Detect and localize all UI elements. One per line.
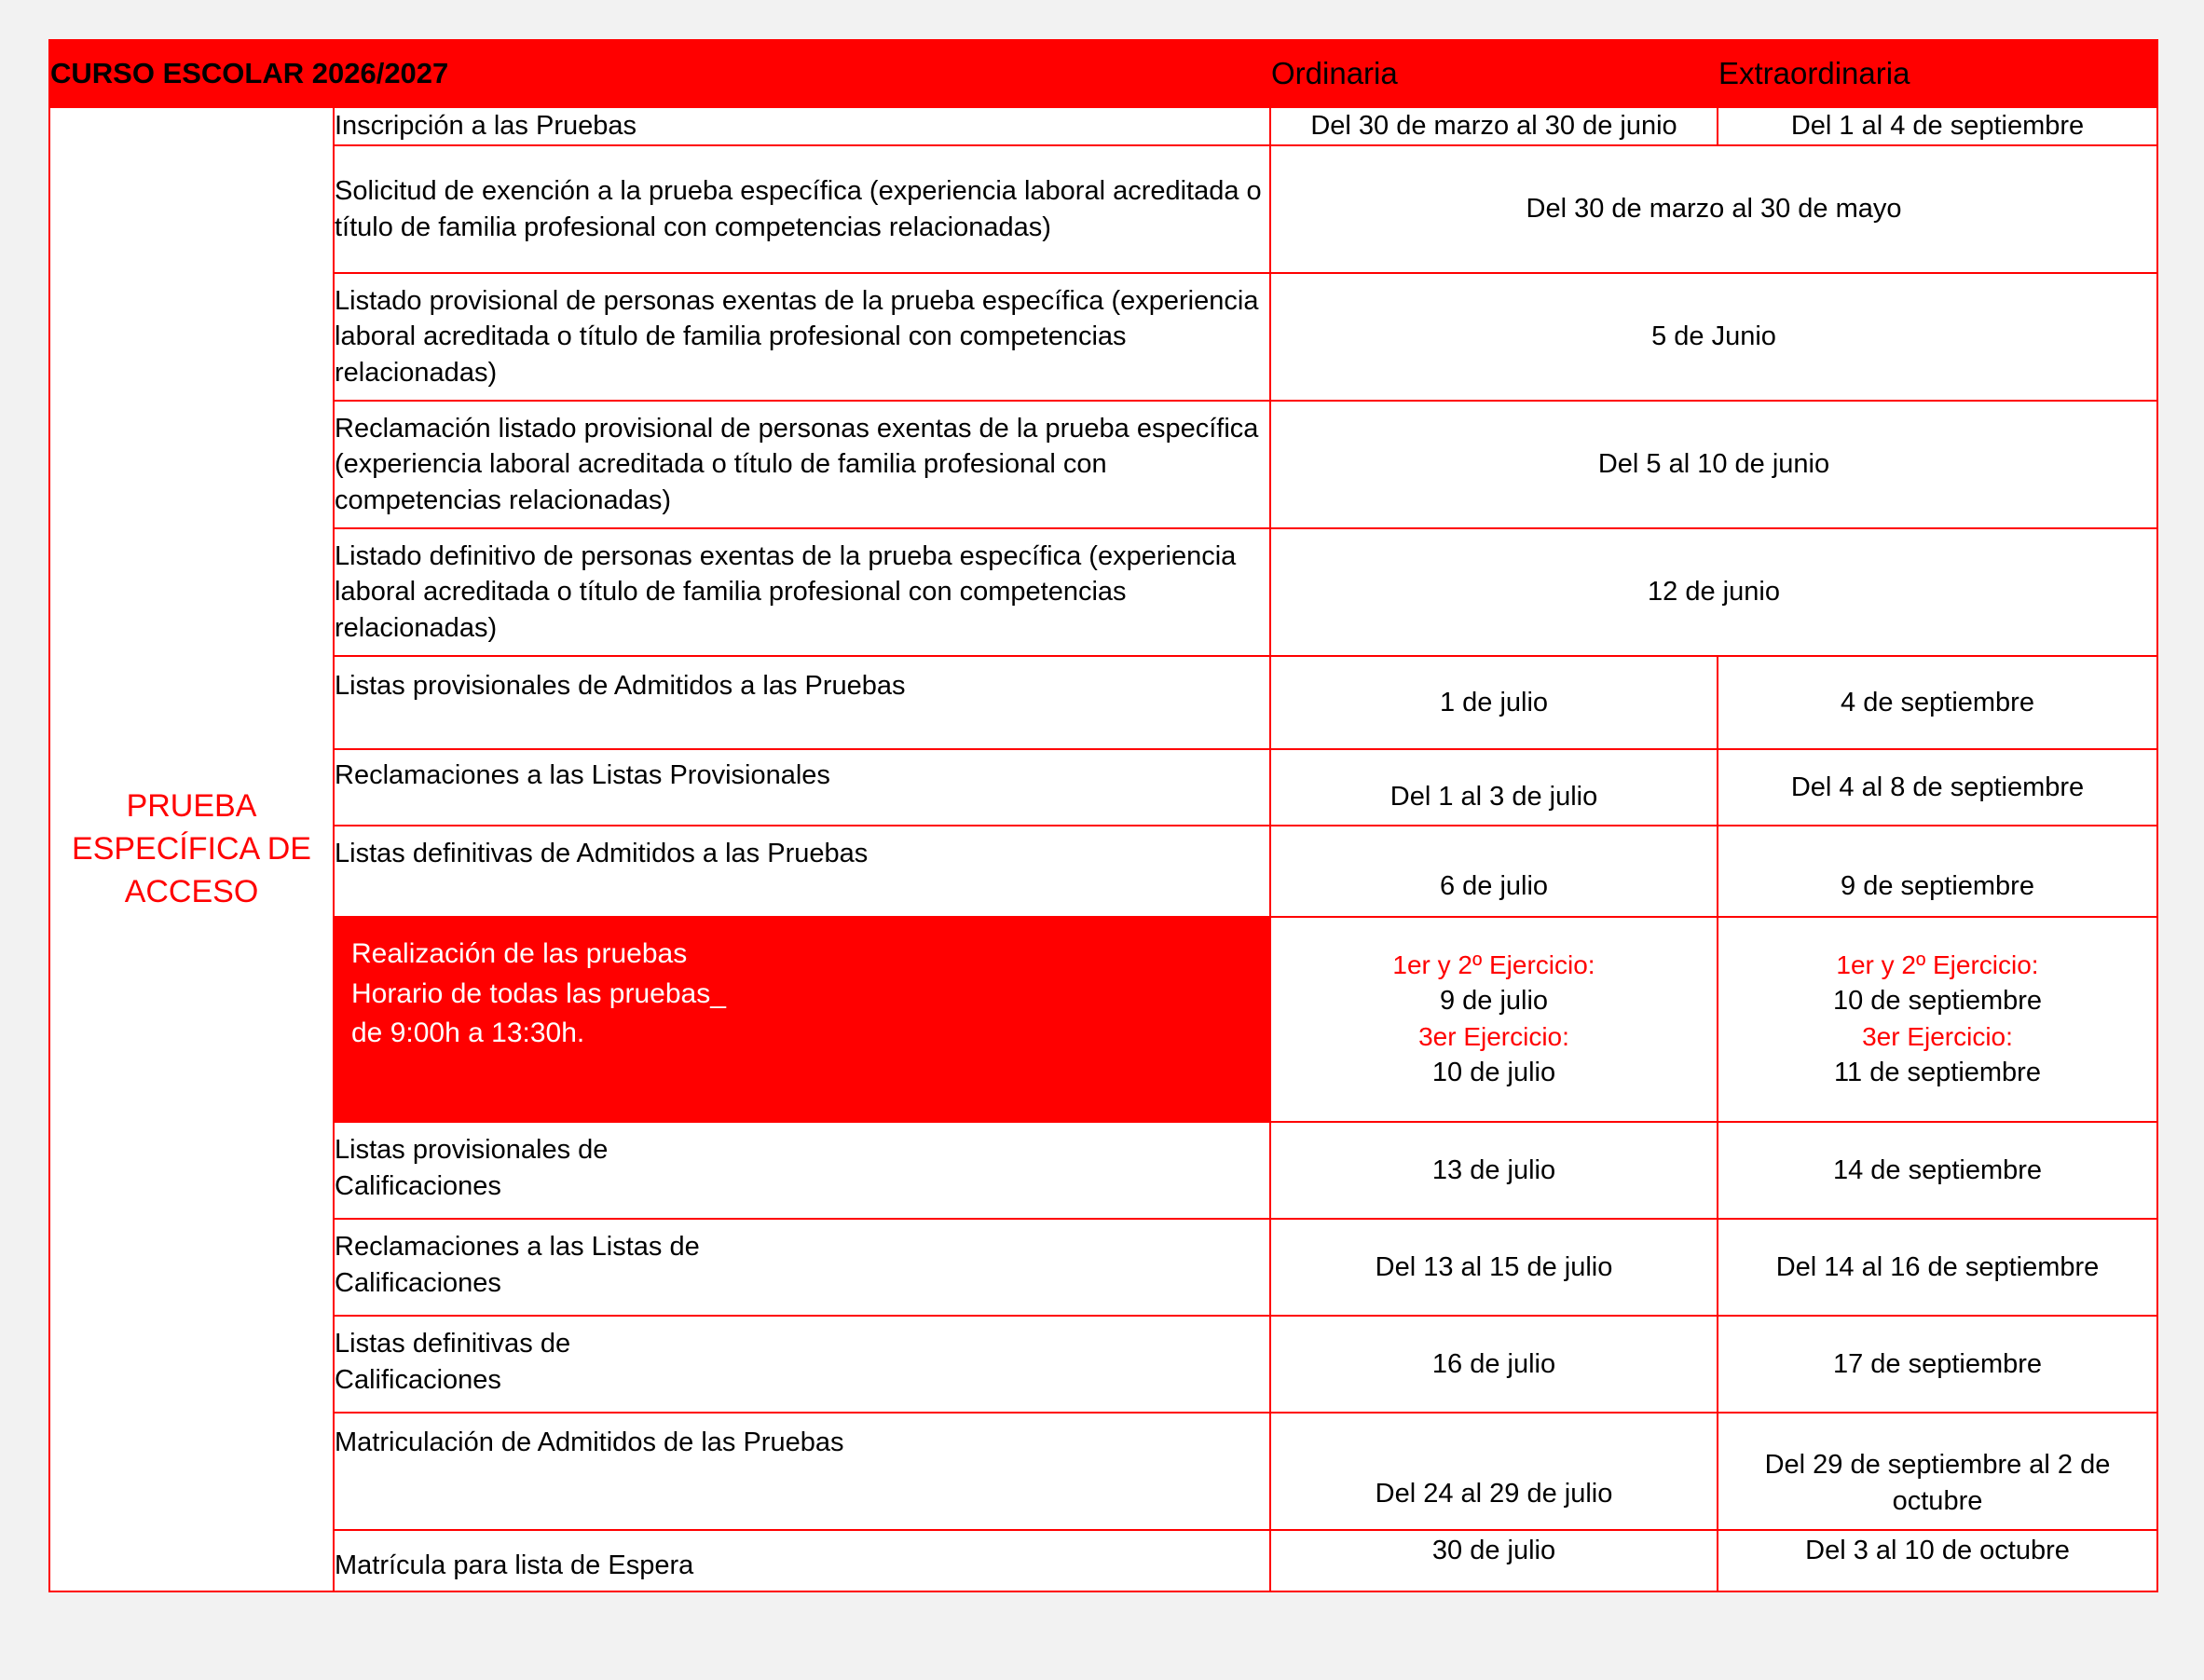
row-ordinaria-date: 1 de julio: [1270, 656, 1718, 749]
row-description: Listas provisionales de Admitidos a las Pruebas: [334, 656, 1270, 749]
row-extraordinaria-date: 4 de septiembre: [1718, 656, 2157, 749]
row-description-line: Calificaciones: [335, 1267, 501, 1298]
row-description: Listado provisional de personas exentas de la prueba específica (experiencia laboral acreditada o título de familia profesional con competencias relacionadas): [334, 273, 1270, 401]
row-merged-date: Del 5 al 10 de junio: [1270, 401, 2157, 528]
table-row: [49, 1122, 2157, 1219]
row-description: Reclamaciones a las Listas Provisionales: [334, 749, 1270, 826]
table-row: [49, 1219, 2157, 1316]
table-row: [49, 826, 2157, 917]
row-description: [334, 1122, 1270, 1219]
table-row: [49, 273, 2157, 401]
row-ordinaria-date-exercises: [1270, 917, 1718, 1122]
row-description: [334, 1219, 1270, 1316]
table-row: [49, 656, 2157, 749]
row-extraordinaria-date: Del 1 al 4 de septiembre: [1718, 107, 2157, 145]
side-label-text: PRUEBA ESPECÍFICA DE ACCESO: [72, 787, 311, 909]
row-description: Matriculación de Admitidos de las Pruebas: [334, 1413, 1270, 1530]
row-description: Reclamación listado provisional de personas exentas de la prueba específica (experiencia laboral acreditada o título de familia profesional con competencias relacionadas): [334, 401, 1270, 528]
table-row: [49, 1316, 2157, 1413]
table-row: [49, 1530, 2157, 1591]
row-description-line: Listas definitivas de: [335, 1329, 571, 1359]
table-row: [49, 145, 2157, 273]
exercise-label-1: 1er y 2º Ejercicio:: [1392, 950, 1595, 980]
row-description: Inscripción a las Pruebas: [334, 107, 1270, 145]
row-description: Listas definitivas de Admitidos a las Pruebas: [334, 826, 1270, 917]
side-label-prueba-especifica: [49, 107, 334, 1591]
table-row: [49, 401, 2157, 528]
table-row-highlighted: [49, 917, 2157, 1122]
row-extraordinaria-date: 17 de septiembre: [1718, 1316, 2157, 1413]
row-extraordinaria-date: Del 14 al 16 de septiembre: [1718, 1219, 2157, 1316]
exercise-label-1: 1er y 2º Ejercicio:: [1836, 950, 2039, 980]
row-extraordinaria-date: Del 4 al 8 de septiembre: [1718, 749, 2157, 826]
row-ordinaria-date: Del 30 de marzo al 30 de junio: [1270, 107, 1718, 145]
exercise-date-1: 9 de julio: [1439, 986, 1549, 1016]
row-merged-date: 12 de junio: [1270, 528, 2157, 656]
row-merged-date: 5 de Junio: [1270, 273, 2157, 401]
row-ordinaria-date: Del 1 al 3 de julio: [1270, 749, 1718, 826]
row-description: [334, 1316, 1270, 1413]
row-description: Listado definitivo de personas exentas de la prueba específica (experiencia laboral acreditada o título de familia profesional con competencias relacionadas): [334, 528, 1270, 656]
exercise-date-2: 10 de julio: [1431, 1057, 1556, 1087]
row-description-line: Horario de todas las pruebas_: [351, 977, 726, 1009]
row-ordinaria-date: Del 13 al 15 de julio: [1270, 1219, 1718, 1316]
row-description-line: Calificaciones: [335, 1364, 501, 1395]
table-header-row: [49, 40, 2157, 107]
row-extraordinaria-date: 9 de septiembre: [1718, 826, 2157, 917]
table-row: [49, 1413, 2157, 1530]
header-course-title: CURSO ESCOLAR 2026/2027: [49, 40, 1270, 107]
row-extraordinaria-date: 14 de septiembre: [1718, 1122, 2157, 1219]
exercise-label-2: 3er Ejercicio:: [1862, 1022, 2013, 1052]
table-row: [49, 749, 2157, 826]
row-merged-date: Del 30 de marzo al 30 de mayo: [1270, 145, 2157, 273]
exercise-date-1: 10 de septiembre: [1832, 986, 2043, 1016]
row-description-line: Listas provisionales de: [335, 1135, 609, 1166]
exercise-date-2: 11 de septiembre: [1834, 1057, 2041, 1087]
exercise-label-2: 3er Ejercicio:: [1418, 1022, 1569, 1052]
header-ordinaria: Ordinaria: [1270, 40, 1718, 107]
row-extraordinaria-date: Del 3 al 10 de octubre: [1718, 1530, 2157, 1591]
row-description: Matrícula para lista de Espera: [334, 1530, 1270, 1591]
row-ordinaria-date: 13 de julio: [1270, 1122, 1718, 1219]
row-description: Solicitud de exención a la prueba específica (experiencia laboral acreditada o título de familia profesional con competencias relacionadas): [334, 145, 1270, 273]
row-description-line: Calificaciones: [335, 1170, 501, 1201]
row-description-line: Realización de las pruebas: [351, 938, 688, 970]
row-extraordinaria-date: Del 29 de septiembre al 2 de octubre: [1718, 1413, 2157, 1530]
table-row: [49, 528, 2157, 656]
academic-calendar-table: [48, 39, 2158, 1592]
row-ordinaria-date: 16 de julio: [1270, 1316, 1718, 1413]
row-ordinaria-date: 6 de julio: [1270, 826, 1718, 917]
row-description-line: Reclamaciones a las Listas de: [335, 1232, 700, 1263]
row-description-line: de 9:00h a 13:30h.: [351, 1018, 585, 1049]
header-extraordinaria: Extraordinaria: [1718, 40, 2157, 107]
row-description-highlighted: [334, 917, 1270, 1122]
row-extraordinaria-date-exercises: [1718, 917, 2157, 1122]
table-row: [49, 107, 2157, 145]
row-ordinaria-date: 30 de julio: [1270, 1530, 1718, 1591]
row-ordinaria-date: Del 24 al 29 de julio: [1270, 1413, 1718, 1530]
